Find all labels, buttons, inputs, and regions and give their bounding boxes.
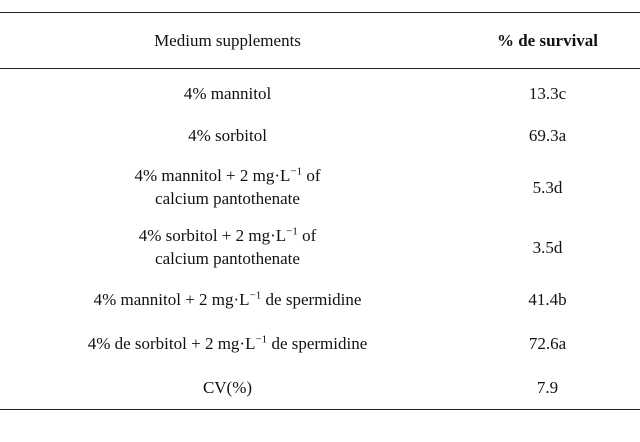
table-row <box>0 321 640 365</box>
results-table <box>0 12 640 410</box>
supplement-text: 4% sorbitol <box>188 125 267 145</box>
unit-exponent: −1 <box>255 332 268 345</box>
table-row <box>0 69 640 113</box>
survival-value: 3.5d <box>532 237 563 257</box>
supplement-cell <box>0 124 455 147</box>
supplement-line-1 <box>0 224 455 247</box>
unit-exponent: −1 <box>249 288 262 301</box>
cv-label <box>0 376 455 399</box>
supplement-text: 4% mannitol + 2 mg·L <box>134 166 291 185</box>
supplement-text-tail: de spermidine <box>261 289 362 309</box>
cv-value: 7.9 <box>536 377 559 397</box>
supplement-text: 4% de sorbitol + 2 mg·L <box>87 333 256 353</box>
header-percent-survival: % de survival <box>496 31 599 50</box>
supplement-text-tail: de spermidine <box>267 333 368 353</box>
table-row <box>0 113 640 157</box>
unit-exponent: −1 <box>286 225 298 238</box>
table-row <box>0 277 640 321</box>
table-row-cv <box>0 365 640 409</box>
survival-value: 41.4b <box>528 289 567 309</box>
bottom-rule <box>0 409 640 410</box>
table-row <box>0 217 640 277</box>
supplement-cell <box>0 332 455 355</box>
table-header-row <box>0 13 640 68</box>
supplement-text: 4% mannitol <box>183 83 272 103</box>
table-row <box>0 157 640 217</box>
survival-value: 5.3d <box>532 177 563 197</box>
supplement-text: 4% sorbitol + 2 mg·L <box>138 226 287 245</box>
survival-value: 13.3c <box>528 83 567 103</box>
survival-value: 69.3a <box>528 125 567 145</box>
supplement-cell <box>0 224 455 270</box>
supplement-cell <box>0 164 455 210</box>
header-medium-supplements: Medium supplements <box>154 31 301 50</box>
supplement-text: CV(%) <box>202 377 253 397</box>
supplement-cell <box>0 288 455 311</box>
supplement-line-2: calcium pantothenate <box>155 249 300 268</box>
supplement-text-tail: of <box>302 166 321 185</box>
supplement-line-1 <box>0 164 455 187</box>
unit-exponent: −1 <box>290 165 303 178</box>
supplement-line-2: calcium pantothenate <box>155 189 300 208</box>
supplement-text: 4% mannitol + 2 mg·L <box>93 289 250 309</box>
supplement-text-tail: of <box>297 226 317 245</box>
survival-value: 72.6a <box>528 333 567 353</box>
supplement-cell <box>0 82 455 105</box>
